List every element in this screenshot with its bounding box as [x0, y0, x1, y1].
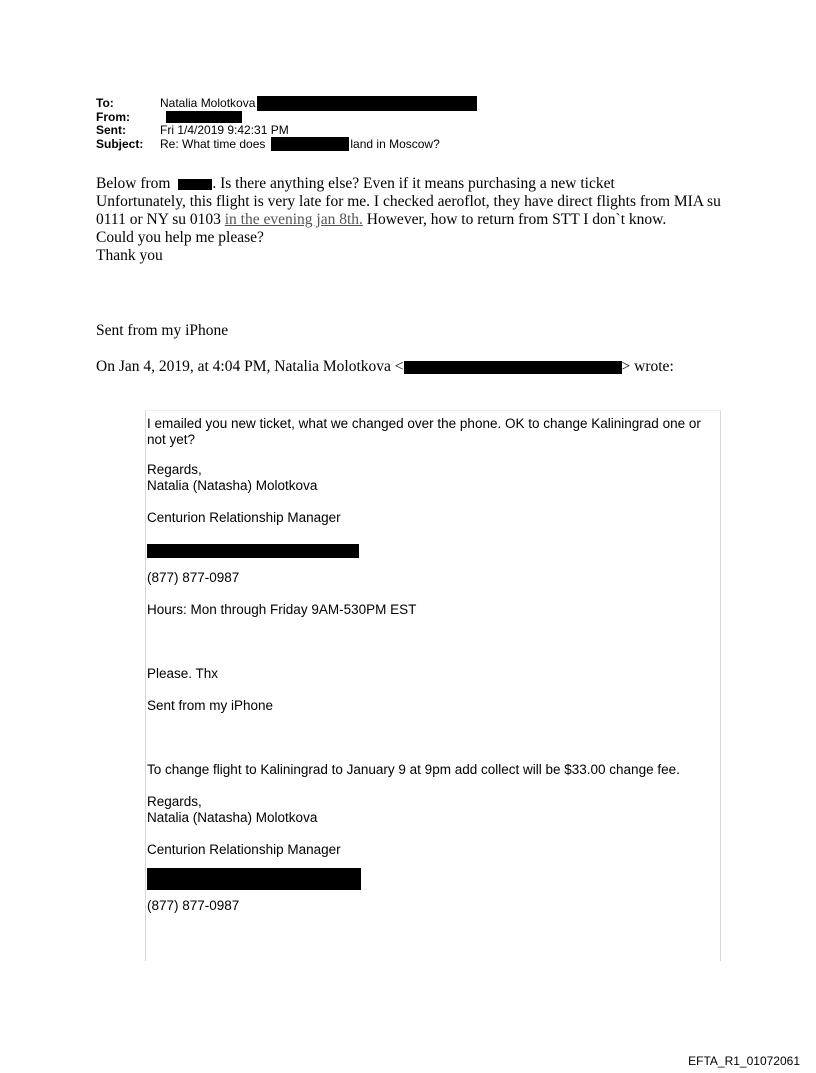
line2-end: However, how to return from STT I don`t know. — [366, 211, 667, 228]
sent-label: Sent: — [96, 123, 126, 138]
quoted-title-2: Centurion Relationship Manager — [147, 842, 341, 857]
subject-row — [96, 138, 477, 152]
redaction-name — [178, 179, 212, 190]
line2-text: Unfortunately, this flight is very late for me. I checked aeroflot, they have direct flights from MIA su 0111 or NY su 0103 — [96, 193, 721, 228]
message-line-3: Could you help me please? — [96, 229, 264, 246]
email-header — [96, 97, 477, 151]
redaction-from — [166, 111, 242, 123]
quoted-p1: I emailed you new ticket, what we changed over the phone. OK to change Kaliningrad one or not yet? — [147, 416, 701, 447]
from-row — [96, 111, 477, 125]
quoted-title: Centurion Relationship Manager — [147, 510, 341, 525]
quoted-p2: To change flight to Kaliningrad to January 9 at 9pm add collect will be $33.00 change fee. — [147, 762, 680, 777]
redaction-contact-email — [147, 544, 359, 558]
iphone-signature: Sent from my iPhone — [96, 322, 229, 339]
to-value: Natalia Molotkova — [160, 96, 256, 111]
line1-part-a: Below from — [96, 175, 171, 192]
message-line-4: Thank you — [96, 247, 163, 264]
quoted-phone: (877) 877-0987 — [147, 570, 240, 585]
subject-prefix: Re: What time does — [160, 136, 266, 151]
quoted-hours: Hours: Mon through Friday 9AM-530PM EST — [147, 602, 417, 617]
message-line-2 — [96, 193, 736, 229]
quoted-phone-2: (877) 877-0987 — [147, 898, 240, 913]
redaction-subject — [271, 137, 349, 151]
from-label: From: — [96, 109, 130, 124]
quoted-name-2: Natalia (Natasha) Molotkova — [147, 810, 318, 825]
redaction-to — [257, 96, 477, 111]
quote-intro-a: On Jan 4, 2019, at 4:04 PM, Natalia Molotkova < — [96, 358, 404, 375]
quote-intro-b: > wrote: — [621, 358, 674, 375]
subject-suffix: land in Moscow? — [350, 136, 440, 151]
subject-label: Subject: — [96, 136, 144, 151]
redaction-contact-email-2 — [147, 868, 361, 890]
sent-value: Fri 1/4/2019 9:42:31 PM — [160, 123, 289, 138]
message-line-1 — [96, 175, 736, 193]
redaction-email — [404, 361, 622, 374]
message-body — [96, 175, 736, 265]
to-label: To: — [96, 96, 114, 111]
quoted-name: Natalia (Natasha) Molotkova — [147, 478, 318, 493]
line1-part-b: . Is there anything else? Even if it means purchasing a new ticket — [212, 175, 615, 192]
quoted-message — [147, 416, 713, 914]
quote-intro — [96, 358, 674, 376]
to-row — [96, 97, 477, 111]
quoted-regards-2: Regards, — [147, 794, 202, 809]
sent-row — [96, 124, 477, 138]
document-id: EFTA_R1_01072061 — [688, 1054, 800, 1068]
quoted-regards: Regards, — [147, 462, 202, 477]
date-link[interactable]: in the evening jan 8th. — [224, 211, 363, 228]
quoted-reply: Please. Thx — [147, 666, 219, 681]
quoted-reply-signature: Sent from my iPhone — [147, 698, 274, 713]
